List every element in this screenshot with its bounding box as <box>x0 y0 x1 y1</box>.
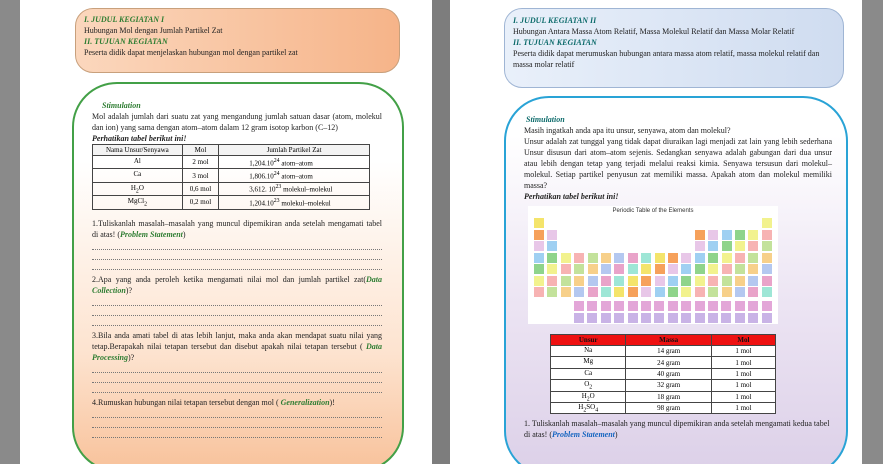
cell-mass: 40 gram <box>626 368 711 379</box>
periodic-cell <box>735 253 745 263</box>
cell-element: Ca <box>551 368 626 379</box>
periodic-cell <box>681 313 691 323</box>
periodic-cell <box>641 313 651 323</box>
periodic-cell <box>574 264 584 274</box>
right-question-intro: Masih ingatkah anda apa itu unsur, senyawa, atom dan molekul? <box>524 126 731 135</box>
question-text-end: )? <box>128 352 135 362</box>
question-tag: Generalization <box>280 397 330 407</box>
answer-line[interactable] <box>92 306 382 316</box>
periodic-cell <box>574 287 584 297</box>
periodic-cell <box>628 253 638 263</box>
question-text: 1.Tuliskanlah masalah–masalah yang muncul dipemikiran anda setelah mengamati tabel di atas! ( <box>92 218 382 239</box>
page-gap <box>432 0 450 464</box>
left-intro: Mol adalah jumlah dari suatu zat yang mengandung jumlah satuan dasar (atom, molekul dan ion) yang sama dengan atom–atom dalam 12 gram isotop karbon (C–12) <box>92 112 382 132</box>
left-instruction: Perhatikan tabel berikut ini! <box>92 134 187 143</box>
periodic-cell <box>547 253 557 263</box>
periodic-cell <box>641 301 651 311</box>
periodic-cell <box>735 264 745 274</box>
periodic-cell <box>708 241 718 251</box>
table-row <box>551 346 776 357</box>
cell-mol: 1 mol <box>711 368 775 379</box>
periodic-cell <box>708 264 718 274</box>
periodic-cell <box>574 276 584 286</box>
left-stimulation-box <box>72 82 404 464</box>
periodic-cell <box>762 301 772 311</box>
periodic-cell <box>641 264 651 274</box>
left-header-box <box>75 8 400 73</box>
periodic-cell <box>534 241 544 251</box>
table-header: Jumlah Partikel Zat <box>219 145 370 156</box>
question-text-end: ) <box>614 430 618 440</box>
table-row <box>551 368 776 379</box>
question-text-end: )? <box>125 285 132 295</box>
periodic-cell <box>695 301 705 311</box>
periodic-cell <box>641 287 651 297</box>
periodic-cell <box>748 287 758 297</box>
table-header: Massa <box>626 335 711 346</box>
cell-mol: 0,2 mol <box>182 196 219 209</box>
table-header: Mol <box>182 145 219 156</box>
right-header-box <box>504 8 844 88</box>
periodic-cell <box>547 287 557 297</box>
periodic-cell <box>708 301 718 311</box>
right-stimulation-box <box>504 96 848 464</box>
question-text: 3.Bila anda amati tabel di atas lebih lanjut, maka anda akan mendapat suatu nilai yang tetap.Berapakah nilai tetapan tersebut dan disebut apakah nilai tetapan tersebut ( <box>92 330 382 351</box>
periodic-cell <box>695 241 705 251</box>
periodic-cell <box>561 264 571 274</box>
periodic-cell <box>574 253 584 263</box>
periodic-cell <box>735 276 745 286</box>
cell-element: $O_2$ <box>551 380 626 391</box>
question-item <box>92 218 382 270</box>
periodic-cell <box>547 230 557 240</box>
periodic-table-image <box>528 206 778 324</box>
cell-mass: 32 gram <box>626 380 711 391</box>
cell-mol: 0,6 mol <box>182 182 219 195</box>
periodic-cell <box>668 313 678 323</box>
periodic-cell <box>722 230 732 240</box>
periodic-cell <box>762 287 772 297</box>
periodic-cell <box>748 276 758 286</box>
right-title: Hubungan Antara Massa Atom Relatif, Massa Molekul Relatif dan Massa Molar Relatif <box>513 27 795 36</box>
periodic-cell <box>681 301 691 311</box>
periodic-cell <box>681 276 691 286</box>
table-row <box>93 196 370 209</box>
periodic-cell <box>762 230 772 240</box>
periodic-cell <box>654 301 664 311</box>
table-row <box>551 380 776 391</box>
question-item <box>92 274 382 326</box>
right-heading-2: II. TUJUAN KEGIATAN <box>513 38 597 47</box>
left-heading-1: I. JUDUL KEGIATAN I <box>84 15 165 24</box>
periodic-cell <box>668 253 678 263</box>
periodic-cell <box>735 287 745 297</box>
periodic-cell <box>601 264 611 274</box>
periodic-cell <box>695 287 705 297</box>
periodic-cell <box>628 276 638 286</box>
periodic-cell <box>561 276 571 286</box>
periodic-cell <box>614 264 624 274</box>
cell-mass: 98 gram <box>626 402 711 413</box>
question-item <box>92 330 382 393</box>
answer-line[interactable] <box>92 363 382 373</box>
periodic-cell <box>708 313 718 323</box>
periodic-cell <box>695 313 705 323</box>
periodic-cell <box>628 287 638 297</box>
periodic-cell <box>614 287 624 297</box>
table-row <box>551 391 776 402</box>
periodic-cell <box>722 253 732 263</box>
periodic-cell <box>641 276 651 286</box>
question-tag: Problem Statement <box>120 229 183 239</box>
periodic-cell <box>601 253 611 263</box>
periodic-cell <box>655 253 665 263</box>
question-tag: Problem Statement <box>552 430 615 440</box>
periodic-cell <box>655 276 665 286</box>
page-right <box>450 0 862 464</box>
periodic-cell <box>695 230 705 240</box>
cell-mol: 1 mol <box>711 402 775 413</box>
cell-name: $H_2O$ <box>93 182 183 195</box>
periodic-cell <box>641 253 651 263</box>
periodic-cell <box>601 276 611 286</box>
table-row <box>93 169 370 182</box>
left-heading-2: II. TUJUAN KEGIATAN <box>84 37 168 46</box>
cell-mol: 1 mol <box>711 380 775 391</box>
periodic-cell <box>681 287 691 297</box>
periodic-cell <box>534 276 544 286</box>
question-text: 1. Tuliskanlah masalah–masalah yang muncul dipemikiran anda setelah mengamati kedua tabel di atas! ( <box>524 419 830 440</box>
question-item <box>92 397 382 438</box>
answer-line[interactable] <box>92 408 382 418</box>
cell-mol: 1 mol <box>711 346 775 357</box>
answer-line[interactable] <box>92 373 382 383</box>
periodic-cell <box>588 264 598 274</box>
periodic-cell <box>534 230 544 240</box>
right-stimulation-label: Stimulation <box>526 115 565 124</box>
periodic-cell <box>547 264 557 274</box>
cell-element: Mg <box>551 357 626 368</box>
periodic-cell <box>628 301 638 311</box>
periodic-cell <box>762 313 772 323</box>
periodic-cell <box>762 218 772 228</box>
question-text: 2.Apa yang anda peroleh ketika mengamati nilai mol dan jumlah partikel zat( <box>92 274 366 284</box>
periodic-cell <box>534 264 544 274</box>
question-tag: Data Processing <box>92 341 382 362</box>
periodic-cell <box>574 313 584 323</box>
answer-line[interactable] <box>92 383 382 393</box>
left-goal: Peserta didik dapat menjelaskan hubungan mol dengan partikel zat <box>84 48 298 57</box>
periodic-cell <box>762 276 772 286</box>
answer-line[interactable] <box>92 240 382 250</box>
table-header: Mol <box>711 335 775 346</box>
question-text-end: ) <box>182 229 186 239</box>
cell-mass: 18 gram <box>626 391 711 402</box>
periodic-cell <box>748 253 758 263</box>
periodic-cell <box>762 264 772 274</box>
periodic-cell <box>614 313 624 323</box>
right-question-1 <box>524 418 832 440</box>
periodic-cell <box>547 241 557 251</box>
answer-line[interactable] <box>92 418 382 428</box>
periodic-cell <box>534 253 544 263</box>
periodic-cell <box>695 253 705 263</box>
periodic-cell <box>614 253 624 263</box>
table-row <box>93 156 370 169</box>
cell-name: Ca <box>93 169 183 182</box>
periodic-cell <box>735 313 745 323</box>
periodic-cell <box>708 253 718 263</box>
periodic-cell <box>748 313 758 323</box>
cell-element: Na <box>551 346 626 357</box>
periodic-cell <box>695 276 705 286</box>
periodic-cell <box>588 287 598 297</box>
table-row <box>551 402 776 413</box>
question-text: 4.Rumuskan hubungan nilai tetapan tersebut dengan mol ( <box>92 397 281 407</box>
periodic-cell <box>748 264 758 274</box>
right-instruction: Perhatikan tabel berikut ini! <box>524 192 619 201</box>
right-data-table <box>550 334 776 414</box>
periodic-cell <box>561 253 571 263</box>
periodic-cell <box>722 264 732 274</box>
right-paragraph: Unsur adalah zat tunggal yang tidak dapat diuraikan lagi menjadi zat lain yang lebih sederhana Unsur disusun dari atom–atom sejenis. Sedangkan senyawa adalah gabungan dari dua unsur atau lebih dengan tetap yang terjadi melalui reaksi kimia. Senyawa tersusun dari molekul–molekul. Setiap partikel penyusun zat memiliki massa. Apakah atom dan molekul memiliki massa? <box>524 137 832 190</box>
question-tag: Data Collection <box>92 274 382 295</box>
left-data-table <box>92 144 370 210</box>
periodic-cell <box>735 241 745 251</box>
periodic-cell <box>601 287 611 297</box>
cell-particles: 1,204.10$^{24}$ atom–atom <box>219 156 370 169</box>
periodic-cell <box>588 276 598 286</box>
periodic-cell <box>668 301 678 311</box>
periodic-cell <box>748 241 758 251</box>
periodic-cell <box>735 301 745 311</box>
periodic-cell <box>721 301 731 311</box>
periodic-cell <box>534 218 544 228</box>
periodic-cell <box>762 241 772 251</box>
periodic-cell <box>735 230 745 240</box>
periodic-cell <box>722 276 732 286</box>
periodic-cell <box>547 276 557 286</box>
answer-line[interactable] <box>92 428 382 438</box>
cell-name: Al <box>93 156 183 169</box>
periodic-cell <box>668 276 678 286</box>
question-text-end: )! <box>329 397 335 407</box>
periodic-cell <box>681 264 691 274</box>
cell-name: MgCl$_2$ <box>93 196 183 209</box>
table-row <box>551 357 776 368</box>
table-header: Nama Unsur/Senyawa <box>93 145 183 156</box>
periodic-cell <box>628 313 638 323</box>
cell-particles: 1,806.10$^{24}$ atom–atom <box>219 169 370 182</box>
left-stimulation-label: Stimulation <box>102 101 141 110</box>
periodic-cell <box>588 253 598 263</box>
cell-element: $H_2O$ <box>551 391 626 402</box>
periodic-cell <box>574 301 584 311</box>
periodic-cell <box>561 287 571 297</box>
cell-particles: 3,612. $10^{23}$ molekul–molekul <box>219 182 370 195</box>
answer-line[interactable] <box>92 260 382 270</box>
periodic-cell <box>655 264 665 274</box>
cell-mol: 3 mol <box>182 169 219 182</box>
periodic-cell <box>708 230 718 240</box>
periodic-cell <box>628 264 638 274</box>
periodic-cell <box>708 287 718 297</box>
periodic-cell <box>722 287 732 297</box>
cell-particles: 1,204.10$^{23}$ molekul–molekul <box>219 196 370 209</box>
periodic-cell <box>668 264 678 274</box>
periodic-cell <box>708 276 718 286</box>
answer-line[interactable] <box>92 296 382 306</box>
cell-mol: 1 mol <box>711 357 775 368</box>
periodic-cell <box>601 313 611 323</box>
answer-line[interactable] <box>92 250 382 260</box>
periodic-cell <box>681 253 691 263</box>
periodic-cell <box>654 313 664 323</box>
cell-mol: 1 mol <box>711 391 775 402</box>
periodic-cell <box>534 287 544 297</box>
periodic-cell <box>614 301 624 311</box>
periodic-cell <box>695 264 705 274</box>
cell-element: $H_2SO_4$ <box>551 402 626 413</box>
periodic-cell <box>614 276 624 286</box>
periodic-cell <box>721 313 731 323</box>
page-left <box>20 0 432 464</box>
answer-line[interactable] <box>92 316 382 326</box>
table-row <box>93 182 370 195</box>
periodic-title: Periodic Table of the Elements <box>612 208 694 214</box>
right-heading-1: I. JUDUL KEGIATAN II <box>513 16 597 25</box>
cell-mass: 14 gram <box>626 346 711 357</box>
table-header: Unsur <box>551 335 626 346</box>
periodic-cell <box>762 253 772 263</box>
periodic-cell <box>587 301 597 311</box>
periodic-cell <box>655 287 665 297</box>
periodic-cell <box>668 287 678 297</box>
periodic-cell <box>587 313 597 323</box>
periodic-cell <box>601 301 611 311</box>
right-goal: Peserta didik dapat merumuskan hubungan antara massa atom relatif, massa molekul relatif dan massa molar relatif <box>513 49 820 69</box>
cell-mass: 24 gram <box>626 357 711 368</box>
cell-mol: 2 mol <box>182 156 219 169</box>
periodic-cell <box>748 230 758 240</box>
periodic-cell <box>748 301 758 311</box>
periodic-cell <box>722 241 732 251</box>
left-title: Hubungan Mol dengan Jumlah Partikel Zat <box>84 26 223 35</box>
